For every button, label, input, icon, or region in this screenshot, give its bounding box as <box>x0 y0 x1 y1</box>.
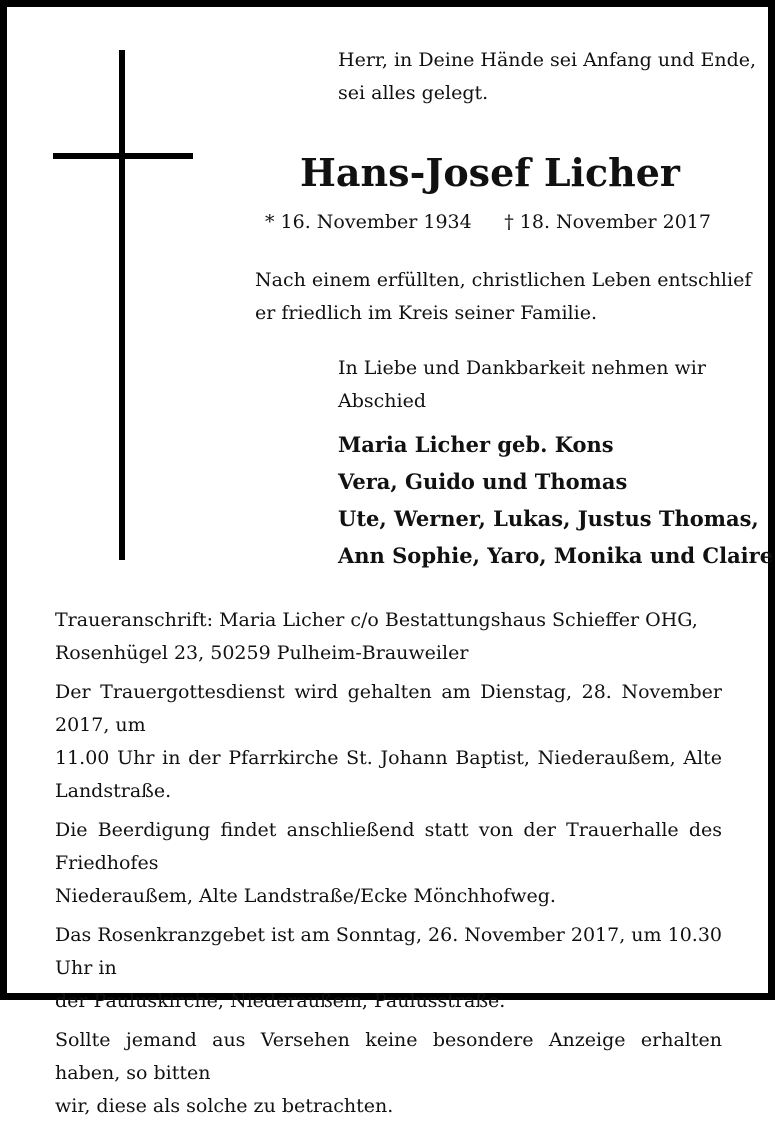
funeral-service-info <box>55 676 722 808</box>
verse-line: sei alles gelegt. <box>338 82 489 104</box>
life-dates <box>265 206 711 239</box>
detail-line: Der Trauergottesdienst wird gehalten am Dienstag, 28. November 2017, um <box>55 681 722 736</box>
verse-line: Herr, in Deine Hände sei Anfang und Ende, <box>338 49 757 71</box>
mourning-address <box>55 604 722 670</box>
cross-icon-horizontal-bar <box>53 153 193 159</box>
death-date: † 18. November 2017 <box>504 211 711 233</box>
detail-line: 11.00 Uhr in der Pfarrkirche St. Johann Baptist, Niederaußem, Alte Landstraße. <box>55 747 722 802</box>
rosary-info <box>55 919 722 1018</box>
detail-line: Rosenhügel 23, 50259 Pulheim-Brauweiler <box>55 642 469 664</box>
mourner-line: Ann Sophie, Yaro, Monika und Claire <box>338 543 774 568</box>
detail-line: der Pauluskirche, Niederaußem, Paulusstraße. <box>55 990 506 1012</box>
detail-line: Traueranschrift: Maria Licher c/o Bestattungshaus Schieffer OHG, <box>55 609 698 631</box>
farewell-line: In Liebe und Dankbarkeit nehmen wir <box>338 357 706 379</box>
deceased-name: Hans-Josef Licher <box>300 150 680 195</box>
mourner-line: Maria Licher geb. Kons <box>338 432 614 457</box>
detail-line: Die Beerdigung findet anschließend statt von der Trauerhalle des Friedhofes <box>55 819 722 874</box>
birth-date: * 16. November 1934 <box>265 211 472 233</box>
detail-line: Niederaußem, Alte Landstraße/Ecke Mönchhofweg. <box>55 885 556 907</box>
farewell-line: Abschied <box>338 390 426 412</box>
bible-verse <box>338 44 756 110</box>
farewell-statement <box>338 352 706 418</box>
mourners-list <box>338 426 773 574</box>
notice-disclaimer <box>55 1024 722 1123</box>
life-line: Nach einem erfüllten, christlichen Leben entschlief <box>255 269 752 291</box>
burial-info <box>55 814 722 913</box>
detail-line: wir, diese als solche zu betrachten. <box>55 1095 394 1117</box>
cross-icon-vertical-bar <box>119 50 125 560</box>
detail-line: Das Rosenkranzgebet ist am Sonntag, 26. November 2017, um 10.30 Uhr in <box>55 924 722 979</box>
funeral-details <box>55 604 722 1129</box>
life-statement <box>255 264 751 330</box>
mourner-line: Ute, Werner, Lukas, Justus Thomas, <box>338 506 759 531</box>
mourner-line: Vera, Guido und Thomas <box>338 469 628 494</box>
life-line: er friedlich im Kreis seiner Familie. <box>255 302 597 324</box>
detail-line: Sollte jemand aus Versehen keine besondere Anzeige erhalten haben, so bitten <box>55 1029 722 1084</box>
